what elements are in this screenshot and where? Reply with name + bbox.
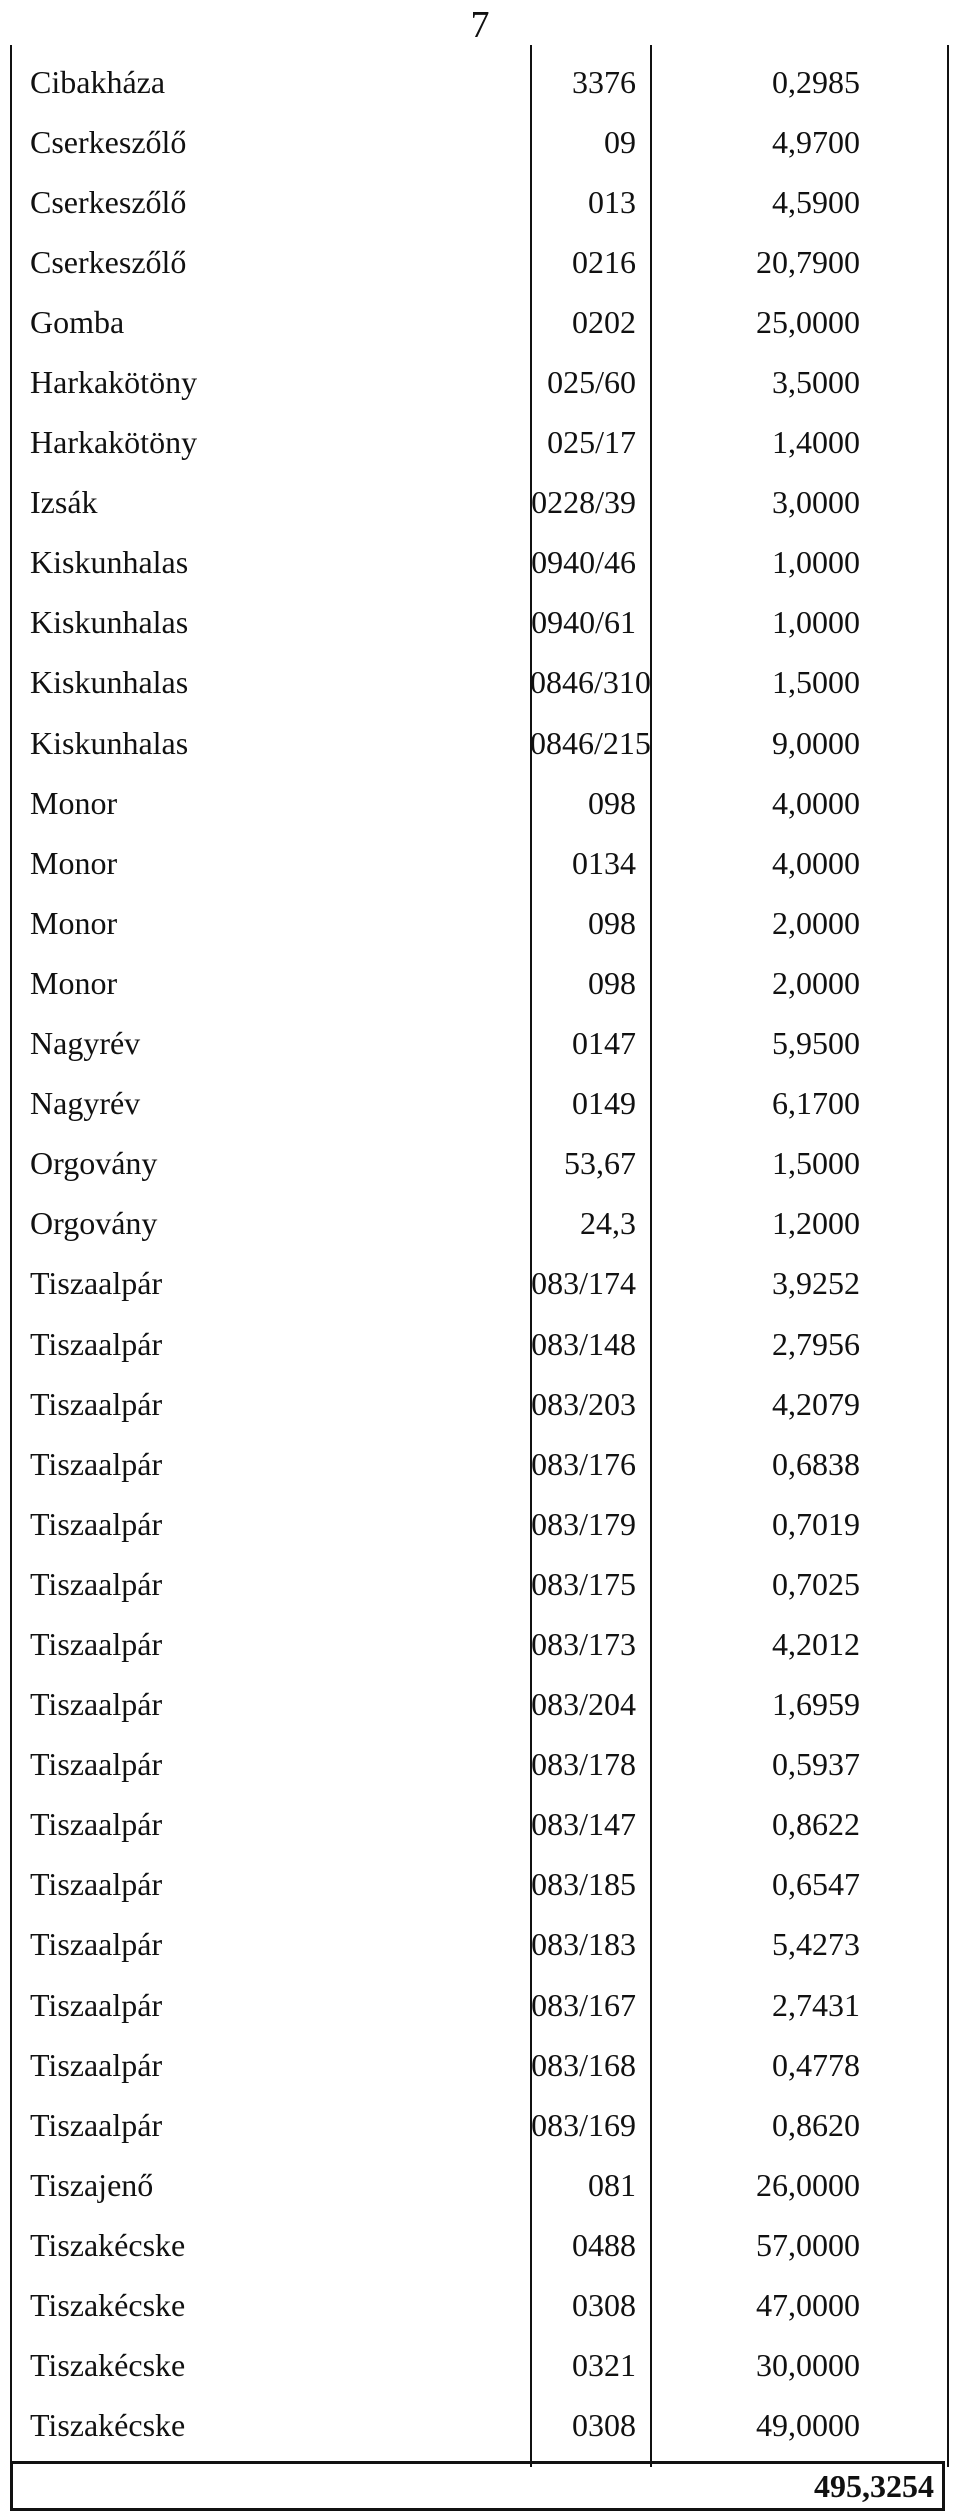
settlement-cell: Kiskunhalas — [30, 604, 189, 641]
area-cell: 1,4000 — [772, 424, 860, 461]
area-cell: 4,5900 — [772, 183, 860, 220]
area-cell: 3,5000 — [772, 364, 860, 401]
settlement-cell: Kiskunhalas — [30, 724, 189, 761]
table-row — [12, 1675, 945, 1735]
parcel-number-cell: 0202 — [572, 303, 636, 340]
area-cell: 2,0000 — [772, 904, 860, 941]
settlement-cell: Gomba — [30, 303, 125, 340]
settlement-cell: Tiszaalpár — [30, 1265, 163, 1302]
table-row — [12, 1795, 945, 1855]
settlement-cell: Orgovány — [30, 1205, 158, 1242]
area-cell: 1,0000 — [772, 604, 860, 641]
area-cell: 49,0000 — [756, 2407, 860, 2444]
area-cell: 0,6838 — [772, 1445, 860, 1482]
total-value: 495,3254 — [814, 2468, 934, 2504]
table-row — [12, 2215, 945, 2275]
area-cell: 1,2000 — [772, 1205, 860, 1242]
area-cell: 1,5000 — [772, 664, 860, 701]
table-row — [12, 833, 945, 893]
table-row — [12, 1074, 945, 1134]
settlement-cell: Izsák — [30, 484, 98, 521]
area-cell: 20,7900 — [756, 243, 860, 280]
table-row — [12, 413, 945, 473]
settlement-cell: Monor — [30, 964, 118, 1001]
settlement-cell: Tiszaalpár — [30, 1746, 163, 1783]
parcel-number-cell: 083/148 — [531, 1325, 636, 1362]
parcel-number-cell: 083/203 — [531, 1385, 636, 1422]
area-cell: 25,0000 — [756, 303, 860, 340]
area-cell: 3,9252 — [772, 1265, 860, 1302]
table-row — [12, 52, 945, 112]
settlement-cell: Kiskunhalas — [30, 544, 189, 581]
table-row — [12, 2155, 945, 2215]
settlement-cell: Tiszaalpár — [30, 1505, 163, 1542]
parcel-number-cell: 53,67 — [564, 1145, 636, 1182]
table-row — [12, 2396, 945, 2456]
table-row — [12, 593, 945, 653]
parcel-number-cell: 083/176 — [531, 1445, 636, 1482]
settlement-cell: Kiskunhalas — [30, 664, 189, 701]
table-row — [12, 1494, 945, 1554]
area-cell: 5,9500 — [772, 1025, 860, 1062]
parcel-number-cell: 083/167 — [531, 1986, 636, 2023]
settlement-cell: Tiszaalpár — [30, 2046, 163, 2083]
table-row — [12, 112, 945, 172]
table-row — [12, 352, 945, 412]
parcel-number-cell: 025/60 — [547, 364, 636, 401]
table-row — [12, 1014, 945, 1074]
settlement-cell: Cibakháza — [30, 63, 166, 100]
table-row — [12, 2336, 945, 2396]
parcel-number-cell: 083/178 — [531, 1746, 636, 1783]
page-number: 7 — [470, 4, 490, 46]
settlement-cell: Cserkeszőlő — [30, 183, 187, 220]
area-cell: 1,0000 — [772, 544, 860, 581]
parcel-number-cell: 0216 — [572, 243, 636, 280]
area-cell: 1,5000 — [772, 1145, 860, 1182]
table-row — [12, 1194, 945, 1254]
settlement-cell: Orgovány — [30, 1145, 158, 1182]
area-cell: 0,8622 — [772, 1806, 860, 1843]
settlement-cell: Tiszaalpár — [30, 1445, 163, 1482]
table-row — [12, 653, 945, 713]
parcel-number-cell: 0940/61 — [531, 604, 636, 641]
settlement-cell: Tiszaalpár — [30, 1385, 163, 1422]
parcel-number-cell: 098 — [588, 904, 636, 941]
parcel-number-cell: 083/185 — [531, 1866, 636, 1903]
settlement-cell: Tiszakécske — [30, 2226, 186, 2263]
settlement-cell: Tiszaalpár — [30, 1926, 163, 1963]
table-row — [12, 713, 945, 773]
parcel-number-cell: 0846/310 — [530, 664, 651, 701]
table-row — [12, 1915, 945, 1975]
settlement-cell: Cserkeszőlő — [30, 123, 187, 160]
table-row — [12, 1254, 945, 1314]
table-row — [12, 172, 945, 232]
table-row — [12, 1314, 945, 1374]
settlement-cell: Tiszaalpár — [30, 1986, 163, 2023]
settlement-cell: Tiszaalpár — [30, 1686, 163, 1723]
area-cell: 0,8620 — [772, 2106, 860, 2143]
settlement-cell: Tiszakécske — [30, 2347, 186, 2384]
parcel-number-cell: 083/169 — [531, 2106, 636, 2143]
settlement-cell: Monor — [30, 844, 118, 881]
parcel-number-cell: 098 — [588, 784, 636, 821]
area-cell: 1,6959 — [772, 1686, 860, 1723]
table-row — [12, 533, 945, 593]
area-cell: 0,7019 — [772, 1505, 860, 1542]
parcel-number-cell: 0149 — [572, 1085, 636, 1122]
area-cell: 0,4778 — [772, 2046, 860, 2083]
table-row — [12, 1975, 945, 2035]
table-row — [12, 2275, 945, 2335]
parcel-number-cell: 083/147 — [531, 1806, 636, 1843]
table-row — [12, 773, 945, 833]
area-cell: 0,2985 — [772, 63, 860, 100]
settlement-cell: Tiszaalpár — [30, 1866, 163, 1903]
table-row — [12, 1554, 945, 1614]
table-row — [12, 1134, 945, 1194]
area-cell: 2,7431 — [772, 1986, 860, 2023]
area-cell: 3,0000 — [772, 484, 860, 521]
parcel-number-cell: 013 — [588, 183, 636, 220]
parcel-number-cell: 24,3 — [580, 1205, 636, 1242]
table-row — [12, 1614, 945, 1674]
parcel-number-cell: 083/175 — [531, 1565, 636, 1602]
settlement-cell: Tiszakécske — [30, 2287, 186, 2324]
parcel-number-cell: 083/179 — [531, 1505, 636, 1542]
area-cell: 2,0000 — [772, 964, 860, 1001]
parcel-number-cell: 3376 — [572, 63, 636, 100]
parcel-number-cell: 0488 — [572, 2226, 636, 2263]
parcel-number-cell: 0940/46 — [531, 544, 636, 581]
area-cell: 4,0000 — [772, 784, 860, 821]
parcel-number-cell: 09 — [604, 123, 636, 160]
area-cell: 4,0000 — [772, 844, 860, 881]
area-cell: 57,0000 — [756, 2226, 860, 2263]
table-row — [12, 953, 945, 1013]
parcel-number-cell: 083/173 — [531, 1625, 636, 1662]
area-cell: 4,2079 — [772, 1385, 860, 1422]
settlement-cell: Nagyrév — [30, 1085, 141, 1122]
area-cell: 0,6547 — [772, 1866, 860, 1903]
area-cell: 9,0000 — [772, 724, 860, 761]
parcel-number-cell: 083/183 — [531, 1926, 636, 1963]
settlement-cell: Harkakötöny — [30, 424, 198, 461]
settlement-cell: Tiszajenő — [30, 2166, 154, 2203]
table-row — [12, 1735, 945, 1795]
parcel-number-cell: 0228/39 — [531, 484, 636, 521]
table-row — [12, 1434, 945, 1494]
table-row — [12, 232, 945, 292]
table-row — [12, 2035, 945, 2095]
parcel-number-cell: 0308 — [572, 2287, 636, 2324]
land-table — [12, 52, 945, 2456]
area-cell: 4,2012 — [772, 1625, 860, 1662]
area-cell: 5,4273 — [772, 1926, 860, 1963]
table-row — [12, 1374, 945, 1434]
area-cell: 0,7025 — [772, 1565, 860, 1602]
settlement-cell: Tiszaalpár — [30, 1565, 163, 1602]
settlement-cell: Harkakötöny — [30, 364, 198, 401]
parcel-number-cell: 098 — [588, 964, 636, 1001]
area-cell: 26,0000 — [756, 2166, 860, 2203]
settlement-cell: Tiszaalpár — [30, 1806, 163, 1843]
table-row — [12, 2095, 945, 2155]
parcel-number-cell: 081 — [588, 2166, 636, 2203]
area-cell: 4,9700 — [772, 123, 860, 160]
settlement-cell: Tiszakécske — [30, 2407, 186, 2444]
parcel-number-cell: 0134 — [572, 844, 636, 881]
parcel-number-cell: 083/168 — [531, 2046, 636, 2083]
parcel-number-cell: 0321 — [572, 2347, 636, 2384]
settlement-cell: Nagyrév — [30, 1025, 141, 1062]
table-row — [12, 1855, 945, 1915]
settlement-cell: Cserkeszőlő — [30, 243, 187, 280]
area-cell: 0,5937 — [772, 1746, 860, 1783]
parcel-number-cell: 0308 — [572, 2407, 636, 2444]
settlement-cell: Monor — [30, 784, 118, 821]
total-row — [10, 2461, 945, 2511]
area-cell: 6,1700 — [772, 1085, 860, 1122]
parcel-number-cell: 025/17 — [547, 424, 636, 461]
area-cell: 47,0000 — [756, 2287, 860, 2324]
settlement-cell: Monor — [30, 904, 118, 941]
settlement-cell: Tiszaalpár — [30, 1625, 163, 1662]
area-cell: 30,0000 — [756, 2347, 860, 2384]
table-row — [12, 292, 945, 352]
settlement-cell: Tiszaalpár — [30, 2106, 163, 2143]
parcel-number-cell: 0846/215 — [530, 724, 651, 761]
table-row — [12, 893, 945, 953]
table-row — [12, 473, 945, 533]
parcel-number-cell: 083/174 — [531, 1265, 636, 1302]
parcel-number-cell: 0147 — [572, 1025, 636, 1062]
area-cell: 2,7956 — [772, 1325, 860, 1362]
settlement-cell: Tiszaalpár — [30, 1325, 163, 1362]
parcel-number-cell: 083/204 — [531, 1686, 636, 1723]
